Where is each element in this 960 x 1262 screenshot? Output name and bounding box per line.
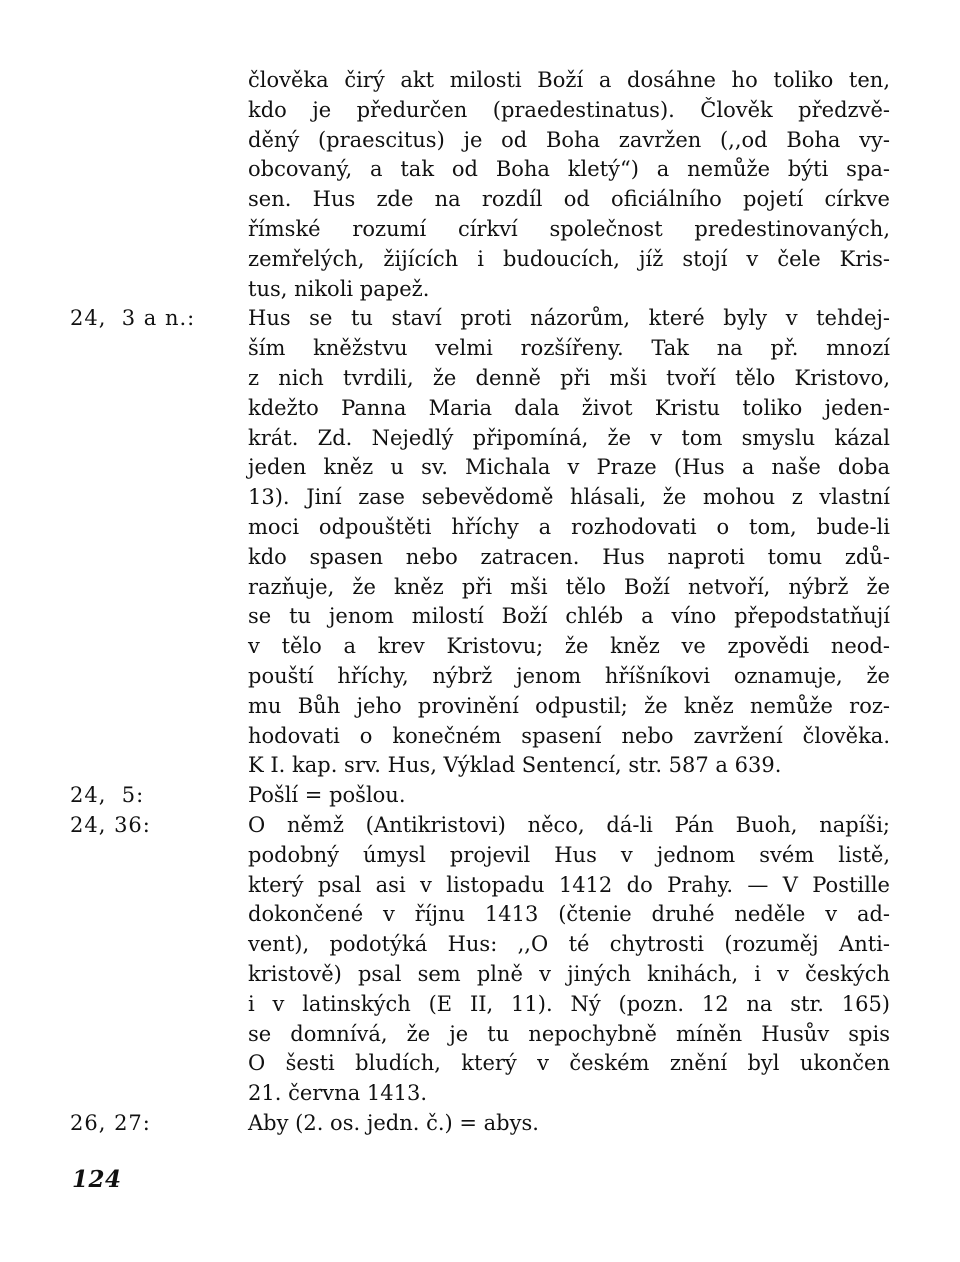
note-text [248, 304, 890, 781]
text-line: Aby (2. os. jedn. č.) = abys. [248, 1110, 539, 1135]
note-text [248, 781, 890, 811]
note-text [248, 66, 890, 304]
text-line: kdo spasen nebo zatracen. Hus naproti tomu zdů- [248, 544, 890, 569]
text-line: moci odpouštěti hříchy a rozhodovati o tom, bude-li [248, 514, 890, 539]
page-number: 124 [72, 1166, 122, 1193]
text-line: ším kněžstvu velmi rozšířeny. Tak na př. mnozí [248, 336, 890, 361]
commentary-note [70, 1109, 890, 1139]
text-line: v tělo a krev Kristovu; že kněz ve zpovědi neod- [248, 634, 890, 659]
text-line: obcovaný, a tak od Boha kletý“) a nemůže býti spa- [248, 157, 890, 182]
text-line: člověka čirý akt milosti Boží a dosáhne ho toliko ten, [248, 68, 890, 92]
text-line: římské rozumí církví společnost predestinovaných, [248, 216, 890, 241]
note-text [248, 811, 890, 1109]
text-line: krát. Zd. Nejedlý připomíná, že v tom smyslu kázal [248, 425, 890, 450]
text-line: O šesti bludích, který v českém znění byl ukončen [248, 1051, 890, 1076]
text-line: sen. Hus zde na rozdíl od oficiálního pojetí církve [248, 187, 890, 212]
text-line: se domnívá, že je tu nepochybně míněn Husův spis [248, 1021, 890, 1046]
continued-note [248, 66, 890, 304]
commentary-note [70, 811, 890, 1109]
text-line: vent), podotýká Hus: ,,O té chytrosti (rozuměj Anti- [248, 932, 890, 957]
line-reference: 26, 27: [70, 1110, 151, 1135]
text-line: se tu jenom milostí Boží chléb a víno přepodstatňují [248, 604, 890, 629]
text-line: K I. kap. srv. Hus, Výklad Sentencí, str. 587 a 639. [248, 753, 782, 778]
text-line: kdežto Panna Maria dala život Kristu toliko jeden- [248, 395, 890, 420]
text-line: jeden kněz u sv. Michala v Praze (Hus a naše doba [248, 455, 890, 480]
text-line: podobný úmysl projevil Hus v jednom svém listě, [248, 842, 890, 867]
commentary-note [70, 304, 890, 781]
text-line: 21. června 1413. [248, 1081, 428, 1106]
text-line: mu Bůh jeho provinění odpustil; že kněz nemůže roz- [248, 693, 890, 718]
text-line: pouští hříchy, nýbrž jenom hříšníkovi oznamuje, že [248, 663, 890, 688]
text-line: Hus se tu staví proti názorům, které byly v tehdej- [248, 306, 890, 331]
text-line: 13). Jiní zase sebevědomě hlásali, že mohou z vlastní [248, 485, 890, 510]
text-line: z nich tvrdili, že denně při mši tvoří tělo Kristovo, [248, 365, 890, 390]
commentary-column [70, 66, 890, 1139]
line-reference: 24, 5: [70, 783, 145, 808]
line-reference: 24, 3 a n.: [70, 306, 196, 331]
note-text [248, 1109, 890, 1139]
text-line: kristově) psal sem plně v jiných knihách, i v českých [248, 961, 890, 986]
text-line: tus, nikoli papež. [248, 276, 430, 301]
commentary-note [70, 781, 890, 811]
text-line: děný (praescitus) je od Boha zavržen (,,od Boha vy- [248, 127, 890, 152]
text-line: i v latinských (E II, 11). Ný (pozn. 12 na str. 165) [248, 991, 890, 1016]
text-line: kdo je předurčen (praedestinatus). Člověk předzvě- [248, 97, 890, 122]
text-line: O němž (Antikristovi) něco, dá-li Pán Buoh, napíši; [248, 812, 890, 837]
text-line: hodovati o konečném spasení nebo zavržení člověka. [248, 723, 890, 748]
line-reference: 24, 36: [70, 812, 151, 837]
text-line: zemřelých, žijících i budoucích, jíž stojí v čele Kris- [248, 246, 890, 271]
text-line: který psal asi v listopadu 1412 do Prahy. — V Postille [248, 872, 890, 897]
text-line: Pošlí = pošlou. [248, 783, 406, 808]
text-line: razňuje, že kněz při mši tělo Boží netvoří, nýbrž že [248, 574, 890, 599]
text-line: dokončené v říjnu 1413 (čtenie druhé neděle v ad- [248, 902, 890, 927]
